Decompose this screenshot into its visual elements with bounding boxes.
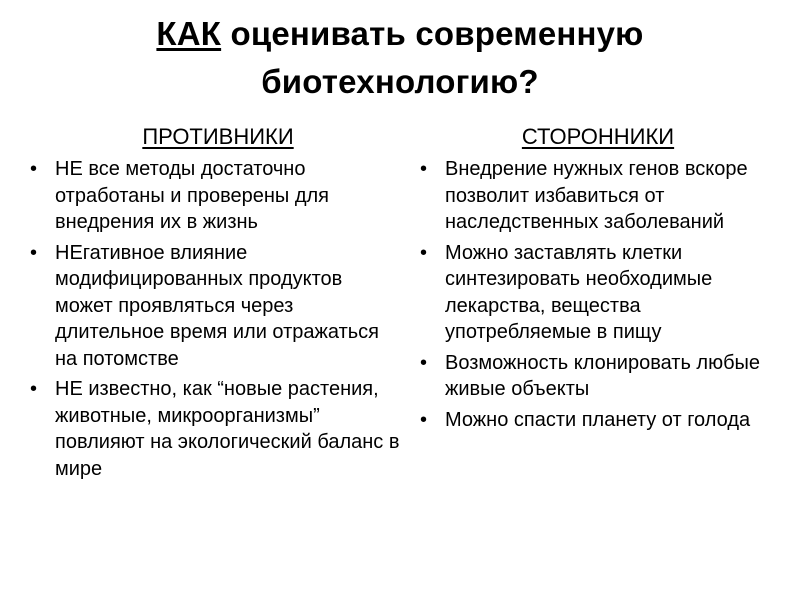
supporters-item <box>418 350 790 403</box>
bullet-icon: • <box>420 241 428 264</box>
supporters-item-text: Возможность клонировать любые живые объекты <box>445 351 761 400</box>
slide-title <box>0 10 800 106</box>
title-line-1 <box>0 10 800 58</box>
opponents-item <box>28 240 400 373</box>
supporters-item <box>418 407 790 434</box>
supporters-item-text: Внедрение нужных генов вскоре позволит избавиться от наследственных заболеваний <box>445 158 748 233</box>
opponents-item <box>28 156 400 236</box>
supporters-item-text: Можно заставлять клетки синтезировать необходимые лекарства, вещества употребляемые в пищу <box>445 241 713 343</box>
bullet-icon: • <box>420 408 428 431</box>
opponents-heading: ПРОТИВНИКИ <box>142 124 294 149</box>
bullet-icon: • <box>420 158 428 180</box>
supporters-list <box>418 156 790 433</box>
title-line-1-rest: оценивать современную <box>221 15 644 52</box>
supporters-item <box>418 240 790 346</box>
supporters-column <box>418 122 790 437</box>
opponents-column <box>28 122 400 486</box>
supporters-heading: СТОРОННИКИ <box>521 124 675 149</box>
opponents-item-text: НЕгативное влияние модифицированных продуктов может проявляться через длительное время или отражаться на потомстве <box>55 241 379 370</box>
title-line-2: биотехнологию? <box>261 63 539 100</box>
bullet-icon: • <box>30 241 38 264</box>
opponents-item-text: НЕ известно, как “новые растения, животные, микроорганизмы” повлияют на экологический баланс в мире <box>55 378 400 480</box>
title-accent-word: КАК <box>156 15 222 52</box>
supporters-item <box>418 156 790 236</box>
bullet-icon: • <box>30 158 38 180</box>
opponents-item-text: НЕ все методы достаточно отработаны и проверены для внедрения их в жизнь <box>55 158 329 233</box>
bullet-icon: • <box>30 378 38 400</box>
supporters-item-text: Можно спасти планету от голода <box>445 408 751 431</box>
bullet-icon: • <box>420 351 428 374</box>
opponents-list <box>28 156 400 482</box>
opponents-item <box>28 376 400 482</box>
